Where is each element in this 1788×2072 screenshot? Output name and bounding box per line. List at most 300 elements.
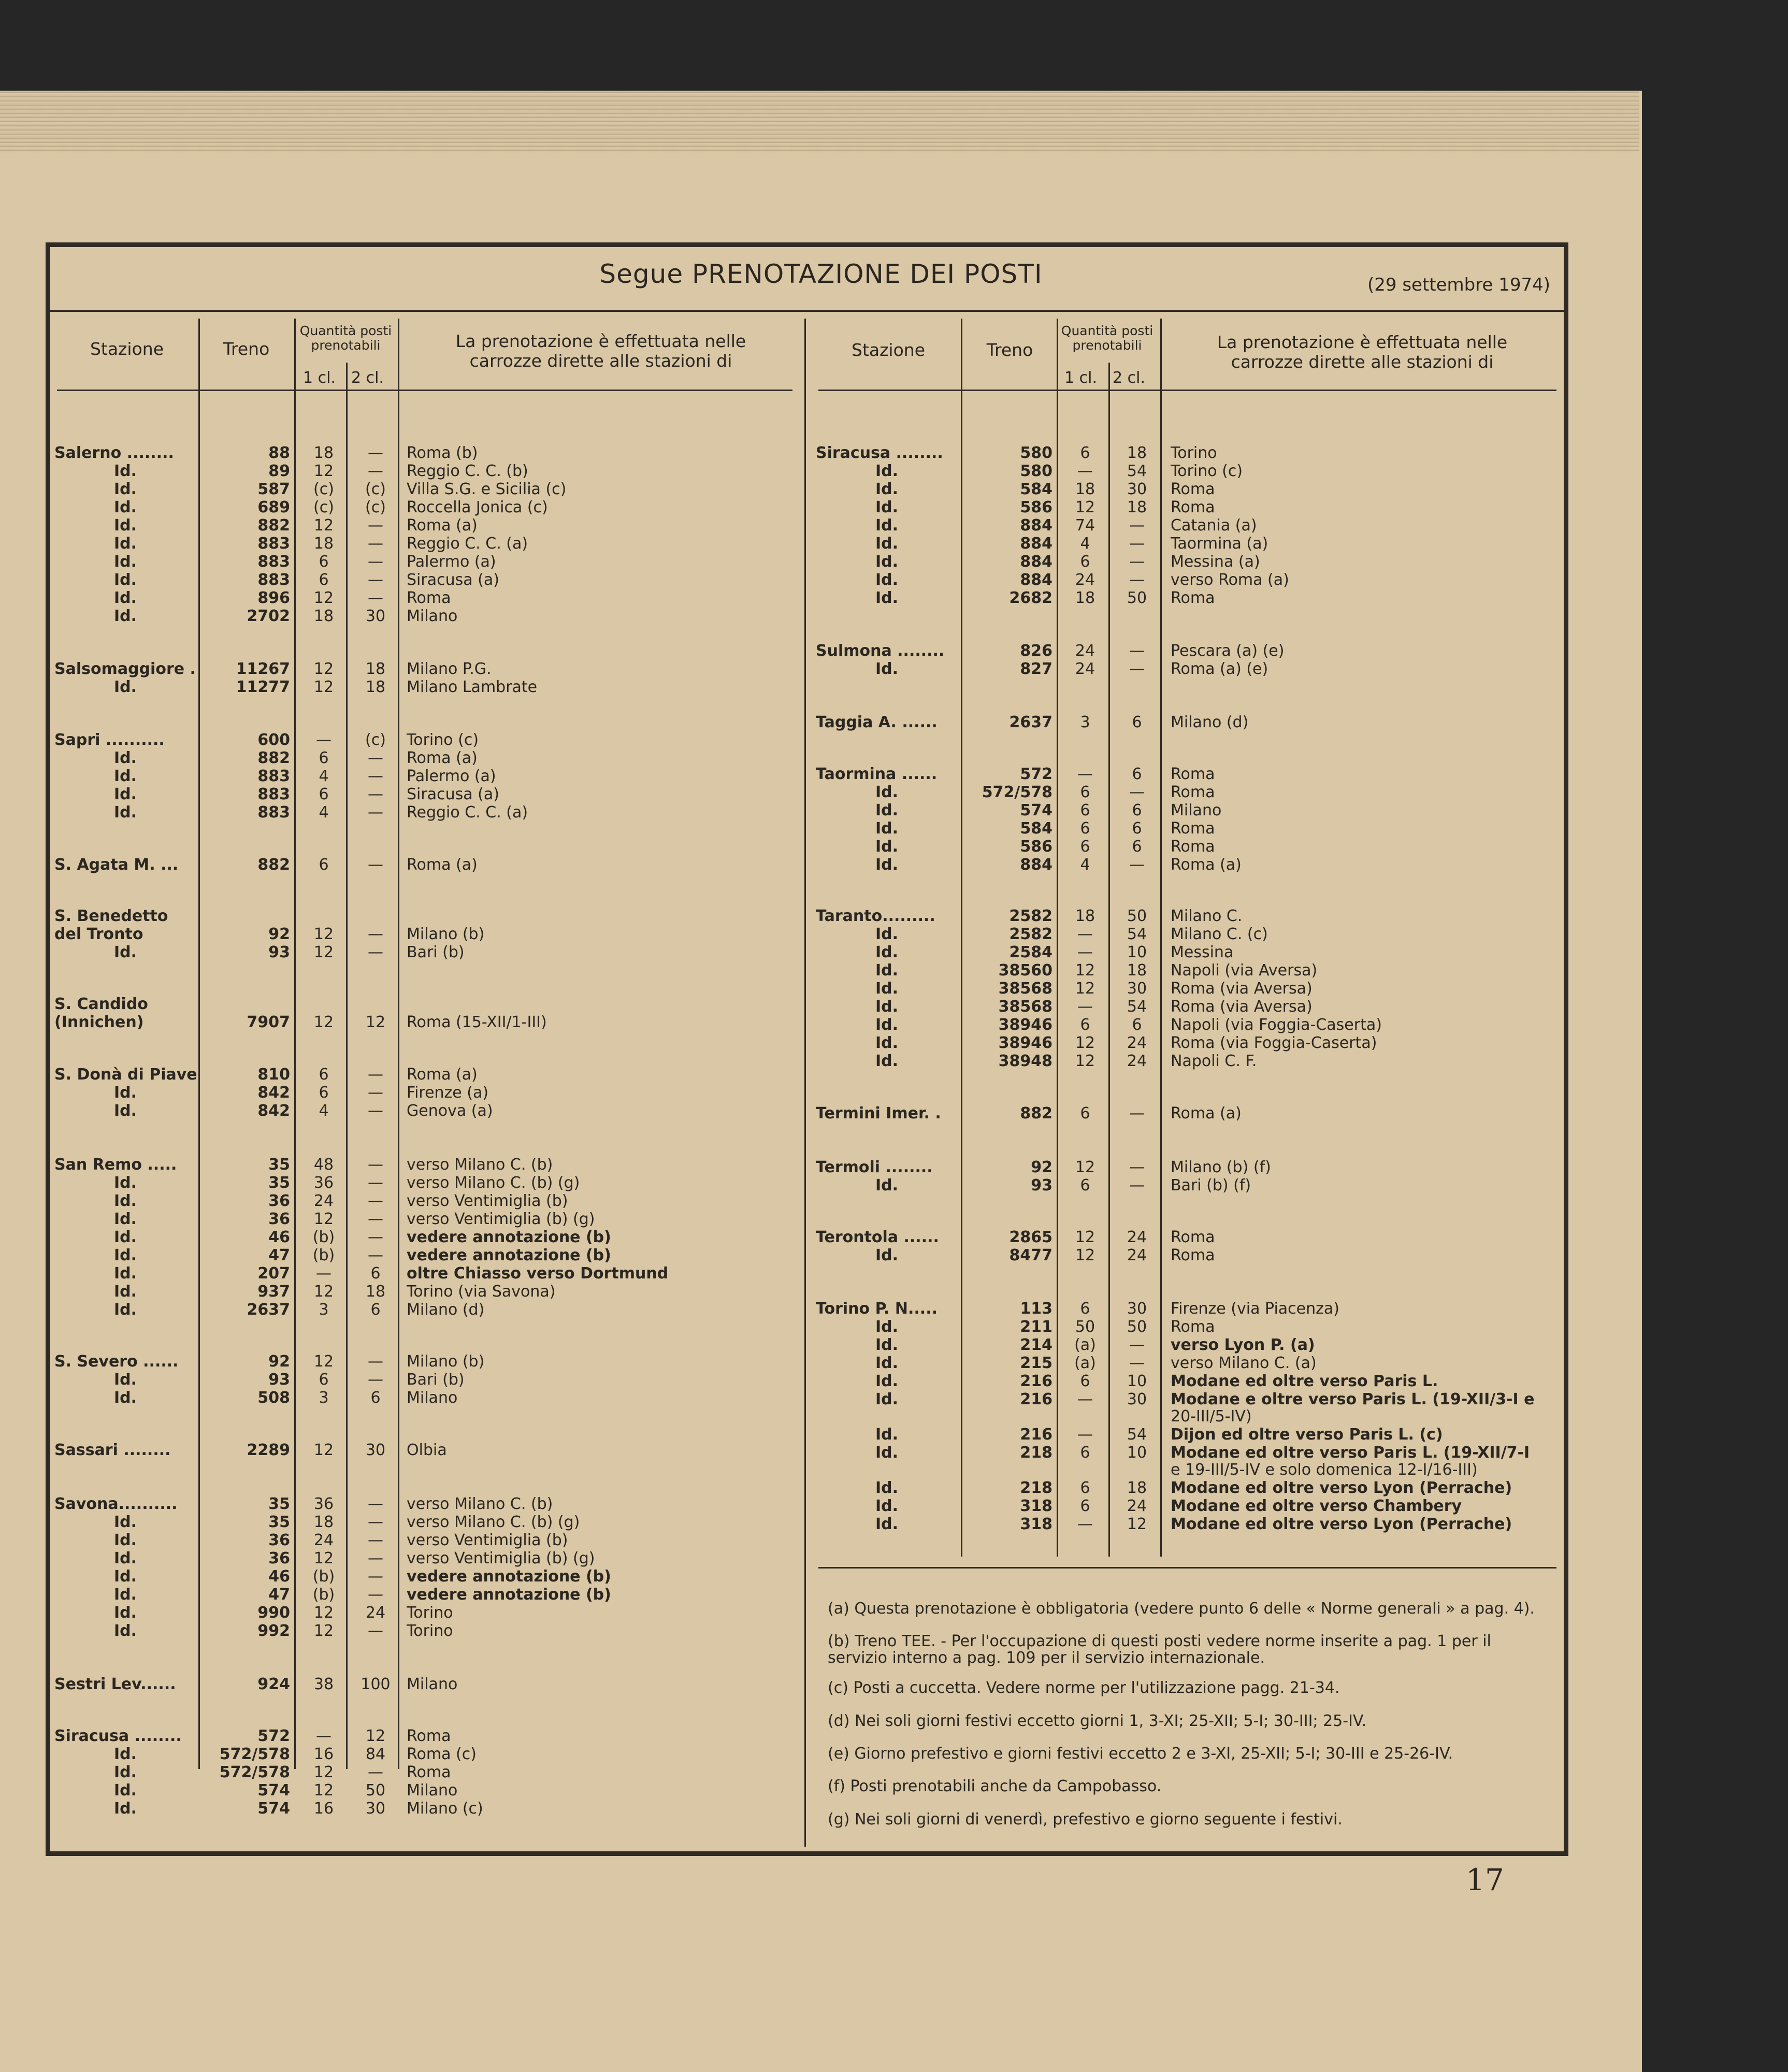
header-bottom-rule-right: [818, 390, 1556, 391]
left-dest-22: Roma (15-XII/1-III): [407, 1014, 547, 1031]
left-dest-33: Torino (via Savona): [407, 1283, 556, 1301]
right-station-44: Id.: [875, 1515, 899, 1533]
right-dest-15: Roma: [1171, 820, 1215, 838]
left-dest-25: Genova (a): [407, 1102, 493, 1120]
right-dest-16: Roma: [1171, 838, 1215, 856]
right-rule-train: [1057, 319, 1058, 1557]
left-train-23: 810: [257, 1066, 290, 1084]
left-train-30: 46: [268, 1228, 290, 1246]
right-cl1-2: 18: [1075, 480, 1095, 498]
left-cl1-26: 48: [313, 1156, 334, 1174]
left-station-42: Id.: [114, 1549, 137, 1567]
left-station-23: S. Donà di Piave: [54, 1066, 197, 1084]
right-dest-39: Dijon ed oltre verso Paris L. (c): [1171, 1426, 1443, 1444]
right-header-cl2: 2 cl.: [1113, 369, 1145, 387]
right-train-33: 211: [1020, 1318, 1052, 1336]
right-cl1-0: 6: [1080, 444, 1090, 462]
right-cl1-4: 74: [1075, 516, 1095, 535]
left-dest-44: vedere annotazione (b): [407, 1586, 611, 1604]
right-dest-0: Torino: [1171, 444, 1217, 462]
left-dest-39: verso Milano C. (b): [407, 1495, 553, 1513]
right-train-25: 38946: [998, 1034, 1052, 1052]
right-rule-station: [961, 319, 962, 1557]
left-dest-14: Palermo (a): [407, 768, 496, 785]
left-cl2-13: —: [368, 749, 383, 767]
right-station-35: Id.: [875, 1354, 899, 1372]
left-dest-13: Roma (a): [407, 750, 478, 767]
footnote-6: (g) Nei soli giorni di venerdì, prefestivo e giorno seguente i festivi.: [828, 1810, 1343, 1829]
right-cl1-29: 6: [1080, 1176, 1090, 1195]
left-train-48: 572: [257, 1727, 290, 1745]
left-dest-46: Torino: [407, 1622, 453, 1640]
left-header-station: Stazione: [90, 339, 164, 359]
right-cl2-42: 18: [1127, 1479, 1147, 1497]
left-cl2-24: —: [368, 1084, 383, 1102]
left-cl2-35: —: [368, 1352, 383, 1371]
left-train-43: 46: [268, 1567, 290, 1586]
right-cl2-26: 24: [1127, 1052, 1147, 1070]
right-cl1-19: —: [1077, 925, 1093, 943]
right-cl2-44: 12: [1127, 1515, 1147, 1533]
right-dest-28: Milano (b) (f): [1171, 1159, 1271, 1176]
right-cl2-14: 6: [1132, 801, 1142, 819]
left-station-38: Sassari ........: [54, 1441, 171, 1459]
left-station-7: Id.: [114, 571, 137, 589]
right-cl1-8: 18: [1075, 589, 1095, 607]
left-cl2-34: 6: [370, 1301, 381, 1319]
right-dest-42: Modane ed oltre verso Lyon (Perrache): [1171, 1479, 1512, 1497]
left-header-qty: Quantità posti prenotabili: [299, 323, 392, 353]
right-dest-14: Milano: [1171, 802, 1222, 819]
right-train-18: 2582: [1009, 907, 1052, 925]
left-cl1-38: 12: [313, 1441, 334, 1459]
left-train-17: 882: [257, 856, 290, 874]
right-cl2-25: 24: [1127, 1034, 1147, 1052]
right-header-cl1: 1 cl.: [1064, 369, 1097, 387]
left-station-22: (Innichen): [54, 1013, 144, 1031]
left-train-24: 842: [257, 1084, 290, 1102]
right-station-16: Id.: [875, 838, 899, 856]
right-station-17: Id.: [875, 856, 899, 874]
left-rule-station: [198, 319, 200, 1769]
right-train-15: 584: [1020, 819, 1052, 838]
right-train-1: 580: [1020, 462, 1052, 480]
left-dest-12: Torino (c): [407, 731, 479, 749]
right-dest-9: Pescara (a) (e): [1171, 642, 1285, 660]
right-train-7: 884: [1020, 571, 1052, 589]
left-cl1-2: (c): [313, 480, 334, 498]
right-header-train: Treno: [986, 340, 1033, 360]
footnote-3: (d) Nei soli giorni festivi eccetto giorni 1, 3-XI; 25-XII; 5-I; 30-III; 25-IV.: [828, 1712, 1367, 1730]
right-cl2-11: 6: [1132, 713, 1142, 731]
right-dest-27: Roma (a): [1171, 1105, 1242, 1123]
left-station-14: Id.: [114, 767, 137, 785]
right-cl2-2: 30: [1127, 480, 1147, 498]
right-train-11: 2637: [1009, 713, 1052, 731]
right-train-17: 884: [1020, 856, 1052, 874]
edition-date: (29 settembre 1974): [1367, 275, 1550, 295]
left-cl1-1: 12: [313, 462, 334, 480]
header-top-rule: [50, 310, 1564, 312]
left-dest-45: Torino: [407, 1604, 453, 1622]
right-station-23: Id.: [875, 998, 899, 1016]
left-train-25: 842: [257, 1102, 290, 1120]
left-station-3: Id.: [114, 498, 137, 516]
right-cl1-37: —: [1077, 1390, 1093, 1408]
right-station-24: Id.: [875, 1016, 899, 1034]
left-cl2-39: —: [368, 1495, 383, 1513]
left-cl2-25: —: [368, 1102, 383, 1120]
left-dest-52: Milano (c): [407, 1800, 483, 1818]
right-cl1-28: 12: [1075, 1158, 1095, 1176]
left-cl2-11: 18: [365, 678, 386, 696]
left-station-45: Id.: [114, 1604, 137, 1622]
right-cl2-3: 18: [1127, 498, 1147, 516]
left-train-50: 572/578: [219, 1763, 290, 1781]
right-cl2-21: 18: [1127, 961, 1147, 980]
right-dest-2: Roma: [1171, 481, 1215, 498]
left-cl2-15: —: [368, 785, 383, 803]
left-dest-27: verso Milano C. (b) (g): [407, 1174, 580, 1192]
right-cl1-43: 6: [1080, 1497, 1090, 1515]
right-station-8: Id.: [875, 589, 899, 607]
left-station-52: Id.: [114, 1800, 137, 1818]
right-train-16: 586: [1020, 838, 1052, 856]
right-cl1-11: 3: [1080, 713, 1090, 731]
right-cl2-10: —: [1129, 660, 1145, 678]
page-title: Segue PRENOTAZIONE DEI POSTI: [599, 259, 1043, 289]
left-station-44: Id.: [114, 1586, 137, 1604]
left-station-49: Id.: [114, 1745, 137, 1763]
left-cl1-45: 12: [313, 1604, 334, 1622]
left-cl1-25: 4: [319, 1102, 329, 1120]
left-cl2-20: —: [368, 943, 383, 961]
left-dest-23: Roma (a): [407, 1066, 478, 1084]
right-station-43: Id.: [875, 1497, 899, 1515]
left-cl2-9: 30: [365, 607, 386, 625]
left-station-6: Id.: [114, 553, 137, 571]
right-dest-44: Modane ed oltre verso Lyon (Perrache): [1171, 1516, 1512, 1533]
right-dest-35: verso Milano C. (a): [1171, 1355, 1317, 1372]
left-cl1-11: 12: [313, 678, 334, 696]
right-dest-34: verso Lyon P. (a): [1171, 1336, 1315, 1354]
right-dest-41: e 19-III/5-IV e solo domenica 12-I/16-III): [1171, 1461, 1478, 1479]
right-cl1-17: 4: [1080, 856, 1090, 874]
left-station-25: Id.: [114, 1102, 137, 1120]
right-station-1: Id.: [875, 462, 899, 480]
left-dest-10: Milano P.G.: [407, 660, 492, 678]
left-cl1-50: 12: [313, 1763, 334, 1781]
right-header-station: Stazione: [851, 340, 925, 360]
right-header-dest: La prenotazione è effettuata nelle carrozze dirette alle stazioni di: [1217, 332, 1508, 372]
right-cl1-44: —: [1077, 1515, 1093, 1533]
right-dest-43: Modane ed oltre verso Chambery: [1171, 1498, 1462, 1515]
left-cl1-48: —: [316, 1727, 331, 1745]
right-cl2-35: —: [1129, 1354, 1145, 1372]
left-cl1-33: 12: [313, 1283, 334, 1301]
right-train-27: 882: [1020, 1104, 1052, 1123]
left-station-5: Id.: [114, 535, 137, 553]
left-station-27: Id.: [114, 1174, 137, 1192]
left-train-15: 883: [257, 785, 290, 803]
left-train-4: 882: [257, 516, 290, 535]
right-station-20: Id.: [875, 943, 899, 961]
left-cl2-10: 18: [365, 660, 386, 678]
left-cl1-15: 6: [319, 785, 329, 803]
left-cl1-32: —: [316, 1264, 331, 1283]
right-dest-37: Modane e oltre verso Paris L. (19-XII/3-I e: [1171, 1391, 1535, 1408]
right-cl1-15: 6: [1080, 819, 1090, 838]
right-dest-31: Roma: [1171, 1247, 1215, 1264]
page-number: 17: [1466, 1862, 1504, 1897]
right-station-29: Id.: [875, 1176, 899, 1195]
right-cl1-16: 6: [1080, 838, 1090, 856]
left-train-19: 92: [268, 925, 290, 943]
left-cl1-47: 38: [313, 1675, 334, 1693]
right-dest-18: Milano C.: [1171, 908, 1243, 925]
left-cl2-16: —: [368, 803, 383, 822]
footnote-0: (a) Questa prenotazione è obbligatoria (vedere punto 6 delle « Norme generali » a pag. 4).: [828, 1600, 1535, 1618]
right-station-37: Id.: [875, 1390, 899, 1408]
right-cl1-12: —: [1077, 765, 1093, 783]
right-train-34: 214: [1020, 1336, 1052, 1354]
right-cl2-23: 54: [1127, 998, 1147, 1016]
right-cl2-5: —: [1129, 535, 1145, 553]
left-cl1-22: 12: [313, 1013, 334, 1031]
footnote-1: (b) Treno TEE. - Per l'occupazione di questi posti vedere norme inserite a pag. 1 per il servizio interno a pag. 109 per il servizio internazionale.: [828, 1632, 1491, 1667]
left-cl1-36: 6: [319, 1371, 329, 1389]
left-cl1-31: (b): [312, 1246, 335, 1264]
left-dest-19: Milano (b): [407, 926, 485, 943]
left-cl2-49: 84: [365, 1745, 386, 1763]
left-cl1-49: 16: [313, 1745, 334, 1763]
left-dest-24: Firenze (a): [407, 1084, 489, 1102]
left-train-0: 88: [268, 444, 290, 462]
right-station-7: Id.: [875, 571, 899, 589]
left-cl1-9: 18: [313, 607, 334, 625]
right-cl1-24: 6: [1080, 1016, 1090, 1034]
left-dest-36: Bari (b): [407, 1371, 465, 1389]
right-station-5: Id.: [875, 535, 899, 553]
right-cl2-18: 50: [1127, 907, 1147, 925]
left-station-51: Id.: [114, 1781, 137, 1800]
left-cl2-19: —: [368, 925, 383, 943]
right-dest-17: Roma (a): [1171, 856, 1242, 874]
left-dest-4: Roma (a): [407, 517, 478, 535]
left-cl2-3: (c): [365, 498, 386, 516]
left-train-49: 572/578: [219, 1745, 290, 1763]
left-cl1-10: 12: [313, 660, 334, 678]
left-cl1-44: (b): [312, 1586, 335, 1604]
left-train-51: 574: [257, 1781, 290, 1800]
left-dest-30: vedere annotazione (b): [407, 1229, 611, 1246]
left-cl1-24: 6: [319, 1084, 329, 1102]
footnote-2: (c) Posti a cuccetta. Vedere norme per l'utilizzazione pagg. 21-34.: [828, 1679, 1340, 1697]
left-train-38: 2289: [247, 1441, 290, 1459]
right-dest-22: Roma (via Aversa): [1171, 980, 1313, 998]
left-header-cl1: 1 cl.: [303, 369, 336, 387]
right-cl1-18: 18: [1075, 907, 1095, 925]
right-station-26: Id.: [875, 1052, 899, 1070]
left-dest-2: Villa S.G. e Sicilia (c): [407, 481, 567, 498]
right-cl2-19: 54: [1127, 925, 1147, 943]
left-station-20: Id.: [114, 943, 137, 961]
right-train-31: 8477: [1009, 1246, 1052, 1264]
right-station-0: Siracusa ........: [816, 444, 943, 462]
left-dest-34: Milano (d): [407, 1301, 485, 1319]
left-cl1-20: 12: [313, 943, 334, 961]
right-dest-38: 20-III/5-IV): [1171, 1408, 1252, 1426]
left-dest-8: Roma: [407, 589, 451, 607]
right-station-4: Id.: [875, 516, 899, 535]
left-train-7: 883: [257, 571, 290, 589]
left-train-28: 36: [268, 1192, 290, 1210]
left-station-15: Id.: [114, 785, 137, 803]
right-train-4: 884: [1020, 516, 1052, 535]
right-dest-24: Napoli (via Foggia-Caserta): [1171, 1016, 1382, 1034]
left-rule-qty: [398, 319, 399, 1769]
right-cl1-40: 6: [1080, 1444, 1090, 1462]
right-cl2-9: —: [1129, 642, 1145, 660]
right-cl2-37: 30: [1127, 1390, 1147, 1408]
right-train-28: 92: [1031, 1158, 1052, 1176]
right-cl2-30: 24: [1127, 1228, 1147, 1246]
right-cl2-40: 10: [1127, 1444, 1147, 1462]
left-train-16: 883: [257, 803, 290, 822]
left-station-50: Id.: [114, 1763, 137, 1781]
right-dest-25: Roma (via Foggia-Caserta): [1171, 1034, 1377, 1052]
left-station-30: Id.: [114, 1228, 137, 1246]
left-station-39: Savona..........: [54, 1495, 178, 1513]
right-cl1-25: 12: [1075, 1034, 1095, 1052]
right-cl1-20: —: [1077, 943, 1093, 961]
right-train-22: 38568: [998, 980, 1052, 998]
left-cl1-28: 24: [313, 1192, 334, 1210]
left-train-13: 882: [257, 749, 290, 767]
right-cl1-10: 24: [1075, 660, 1095, 678]
right-train-37: 216: [1020, 1390, 1052, 1408]
left-station-37: Id.: [114, 1389, 137, 1407]
left-rule-train: [294, 319, 296, 1769]
left-train-10: 11267: [236, 660, 290, 678]
right-train-39: 216: [1020, 1426, 1052, 1444]
left-station-24: Id.: [114, 1084, 137, 1102]
right-dest-1: Torino (c): [1171, 463, 1243, 480]
left-dest-47: Milano: [407, 1676, 458, 1693]
left-train-26: 35: [268, 1156, 290, 1174]
right-cl1-5: 4: [1080, 535, 1090, 553]
left-cl1-14: 4: [319, 767, 329, 785]
right-cl2-6: —: [1129, 553, 1145, 571]
right-cl2-27: —: [1129, 1104, 1145, 1123]
left-cl2-31: —: [368, 1246, 383, 1264]
right-train-2: 584: [1020, 480, 1052, 498]
right-train-12: 572: [1020, 765, 1052, 783]
right-dest-11: Milano (d): [1171, 714, 1249, 731]
left-cl1-29: 12: [313, 1210, 334, 1228]
left-train-36: 93: [268, 1371, 290, 1389]
right-station-12: Taormina ......: [816, 765, 938, 783]
left-rule-cl: [346, 363, 348, 1769]
right-train-30: 2865: [1009, 1228, 1052, 1246]
left-station-31: Id.: [114, 1246, 137, 1264]
right-station-15: Id.: [875, 819, 899, 838]
right-station-34: Id.: [875, 1336, 899, 1354]
left-station-34: Id.: [114, 1301, 137, 1319]
left-train-6: 883: [257, 553, 290, 571]
left-station-21: S. Candido: [54, 995, 148, 1013]
left-cl2-40: —: [368, 1513, 383, 1531]
left-dest-7: Siracusa (a): [407, 571, 499, 589]
left-cl2-52: 30: [365, 1800, 386, 1818]
left-train-45: 990: [257, 1604, 290, 1622]
left-cl1-41: 24: [313, 1531, 334, 1549]
right-station-33: Id.: [875, 1318, 899, 1336]
left-cl2-0: —: [368, 444, 383, 462]
right-cl1-30: 12: [1075, 1228, 1095, 1246]
book-page-edges: [0, 91, 1639, 153]
right-station-32: Torino P. N.....: [816, 1300, 938, 1318]
right-train-6: 884: [1020, 553, 1052, 571]
left-station-13: Id.: [114, 749, 137, 767]
left-train-44: 47: [268, 1586, 290, 1604]
left-station-36: Id.: [114, 1371, 137, 1389]
left-cl1-39: 36: [313, 1495, 334, 1513]
left-cl1-7: 6: [319, 571, 329, 589]
left-cl1-46: 12: [313, 1622, 334, 1640]
left-dest-43: vedere annotazione (b): [407, 1568, 611, 1586]
right-station-39: Id.: [875, 1426, 899, 1444]
right-cl1-14: 6: [1080, 801, 1090, 819]
left-station-35: S. Severo ......: [54, 1352, 179, 1371]
left-train-3: 689: [257, 498, 290, 516]
right-train-42: 218: [1020, 1479, 1052, 1497]
left-station-12: Sapri ..........: [54, 731, 165, 749]
left-cl2-51: 50: [365, 1781, 386, 1800]
left-station-2: Id.: [114, 480, 137, 498]
right-cl2-24: 6: [1132, 1016, 1142, 1034]
left-train-9: 2702: [247, 607, 290, 625]
left-cl2-8: —: [368, 589, 383, 607]
left-cl1-30: (b): [312, 1228, 335, 1246]
left-dest-29: verso Ventimiglia (b) (g): [407, 1211, 595, 1228]
footnote-4: (e) Giorno prefestivo e giorni festivi eccetto 2 e 3-XI, 25-XII; 5-I; 30-III e 25-26-IV.: [828, 1745, 1453, 1763]
left-dest-32: oltre Chiasso verso Dortmund: [407, 1265, 669, 1283]
left-dest-42: verso Ventimiglia (b) (g): [407, 1550, 595, 1567]
right-station-30: Terontola ......: [816, 1228, 939, 1246]
left-cl2-28: —: [368, 1192, 383, 1210]
left-dest-49: Roma (c): [407, 1746, 477, 1763]
right-cl2-17: —: [1129, 856, 1145, 874]
right-dest-8: Roma: [1171, 589, 1215, 607]
right-station-18: Taranto.........: [816, 907, 935, 925]
left-train-35: 92: [268, 1352, 290, 1371]
right-train-29: 93: [1031, 1176, 1052, 1195]
right-station-21: Id.: [875, 961, 899, 980]
left-dest-38: Olbia: [407, 1442, 447, 1459]
right-station-27: Termini Imer. .: [816, 1104, 941, 1123]
right-cl2-4: —: [1129, 516, 1145, 535]
left-train-5: 883: [257, 535, 290, 553]
left-station-9: Id.: [114, 607, 137, 625]
right-dest-3: Roma: [1171, 499, 1215, 516]
left-cl1-23: 6: [319, 1066, 329, 1084]
left-cl2-43: —: [368, 1567, 383, 1586]
header-bottom-rule-left: [57, 390, 792, 391]
right-train-19: 2582: [1009, 925, 1052, 943]
left-cl1-51: 12: [313, 1781, 334, 1800]
left-cl2-6: —: [368, 553, 383, 571]
